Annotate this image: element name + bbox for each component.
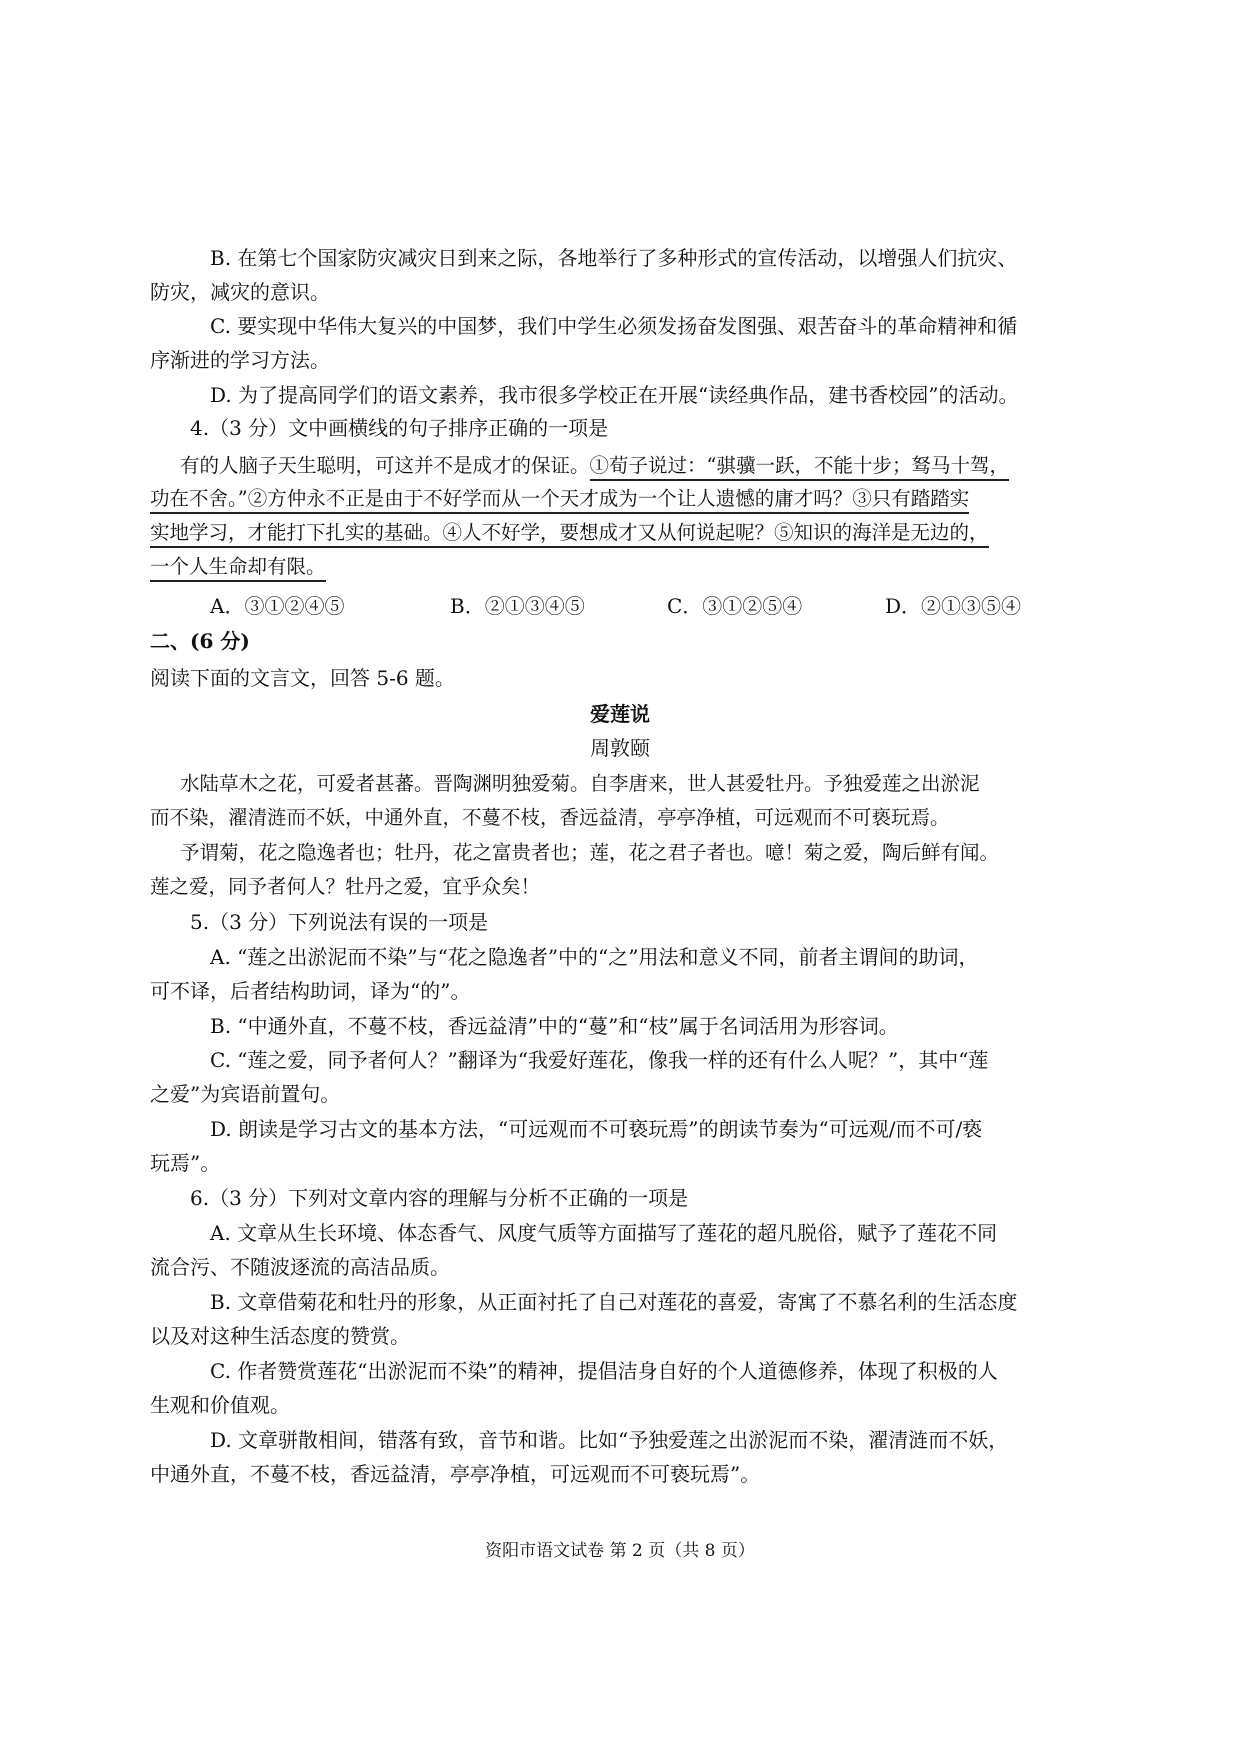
q5-option-d-line2: 玩焉”。 <box>150 1151 221 1175</box>
poem-author: 周敦颐 <box>590 736 650 760</box>
q4-passage-underlined-3: 实地学习，才能打下扎实的基础。④人不好学，要想成才又从何说起呢？⑤知识的海洋是无边的， <box>150 521 989 548</box>
q5-stem: 5.（3 分）下列说法有误的一项是 <box>190 910 489 934</box>
passage-para1-line2: 而不染，濯清涟而不妖，中通外直，不蔓不枝，香远益清，亭亭净植，可远观而不可亵玩焉。 <box>150 806 950 829</box>
q5-option-c-line1: C. “莲之爱，同予者何人？”翻译为“我爱好莲花，像我一样的还有什么人呢？”，其中“莲 <box>210 1048 989 1072</box>
q3-option-b-line1: B. 在第七个国家防灾减灾日到来之际，各地举行了多种形式的宣传活动，以增强人们抗灾、 <box>210 246 1018 270</box>
q4-option-d: D．②①③⑤④ <box>885 594 1022 618</box>
q6-stem: 6.（3 分）下列对文章内容的理解与分析不正确的一项是 <box>190 1186 689 1210</box>
q6-option-a-line2: 流合污、不随波逐流的高洁品质。 <box>150 1255 450 1279</box>
q6-option-b-line2: 以及对这种生活态度的赞赏。 <box>150 1324 410 1348</box>
q6-option-d-line1: D. 文章骈散相间，错落有致，音节和谐。比如“予独爱莲之出淤泥而不染，濯清涟而不妖， <box>210 1428 1009 1452</box>
q4-passage-line2 <box>150 484 969 514</box>
q4-passage-underlined-4: 一个人生命却有限。 <box>150 555 326 582</box>
q3-option-c-line2: 序渐进的学习方法。 <box>150 348 330 372</box>
q3-option-d-line1: D. 为了提高同学们的语文素养，我市很多学校正在开展“读经典作品，建书香校园”的活动。 <box>210 383 1019 407</box>
section2-heading: 二、(6 分) <box>150 629 250 653</box>
q4-passage-underlined-start: ①荀子说过：“骐骥一跃，不能十步；驽马十驾， <box>590 454 1009 481</box>
q3-option-c-line1: C. 要实现中华伟大复兴的中国梦，我们中学生必须发扬奋发图强、艰苦奋斗的革命精神和循 <box>210 314 1018 338</box>
passage-para1-line1: 水陆草木之花，可爱者甚蕃。晋陶渊明独爱菊。自李唐来，世人甚爱牡丹。予独爱莲之出淤泥 <box>180 772 980 795</box>
poem-title: 爱莲说 <box>590 702 650 726</box>
q6-option-c-line2: 生观和价值观。 <box>150 1393 290 1417</box>
q5-option-a-line2: 可不译，后者结构助词，译为“的”。 <box>150 979 471 1003</box>
q5-option-d-line1: D. 朗读是学习古文的基本方法，“可远观而不可亵玩焉”的朗读节奏为“可远观/而不可/亵 <box>210 1117 983 1141</box>
q3-option-b-line2: 防灾，减灾的意识。 <box>150 280 330 304</box>
q4-passage-plain: 有的人脑子天生聪明，可这并不是成才的保证。 <box>180 454 590 477</box>
q4-option-c: C．③①②⑤④ <box>667 594 803 618</box>
q4-passage-line1 <box>180 451 1009 481</box>
q6-option-b-line1: B. 文章借菊花和牡丹的形象，从正面衬托了自己对莲花的喜爱，寄寓了不慕名利的生活态度 <box>210 1290 1018 1314</box>
q4-passage-underlined-2: 功在不舍。”②方仲永不正是由于不好学而从一个天才成为一个让人遗憾的庸才吗？③只有踏踏实 <box>150 487 969 514</box>
q5-option-c-line2: 之爱”为宾语前置句。 <box>150 1082 341 1106</box>
q6-option-d-line2: 中通外直，不蔓不枝，香远益清，亭亭净植，可远观而不可亵玩焉”。 <box>150 1462 761 1486</box>
q4-option-a: A．③①②④⑤ <box>210 594 345 618</box>
section2-instruction: 阅读下面的文言文，回答 5-6 题。 <box>150 666 455 690</box>
page-footer: 资阳市语文试卷 第 2 页（共 8 页） <box>485 1541 755 1561</box>
passage-para2-line2: 莲之爱，同予者何人？牡丹之爱，宜乎众矣！ <box>150 875 541 898</box>
q6-option-a-line1: A. 文章从生长环境、体态香气、风度气质等方面描写了莲花的超凡脱俗，赋予了莲花不同 <box>210 1221 998 1245</box>
q4-option-b: B．②①③④⑤ <box>450 594 585 618</box>
passage-para2-line1: 予谓菊，花之隐逸者也；牡丹，花之富贵者也；莲，花之君子者也。噫！菊之爱，陶后鲜有闻。 <box>180 841 1000 864</box>
q4-passage-line3 <box>150 518 989 548</box>
q6-option-c-line1: C. 作者赞赏莲花“出淤泥而不染”的精神，提倡洁身自好的个人道德修养，体现了积极的人 <box>210 1359 998 1383</box>
q5-option-b-line1: B. “中通外直，不蔓不枝，香远益清”中的“蔓”和“枝”属于名词活用为形容词。 <box>210 1014 899 1038</box>
q4-stem: 4.（3 分）文中画横线的句子排序正确的一项是 <box>190 416 609 440</box>
q5-option-a-line1: A. “莲之出淤泥而不染”与“花之隐逸者”中的“之”用法和意义不同，前者主谓间的助词， <box>210 945 979 969</box>
q4-passage-line4 <box>150 552 326 582</box>
